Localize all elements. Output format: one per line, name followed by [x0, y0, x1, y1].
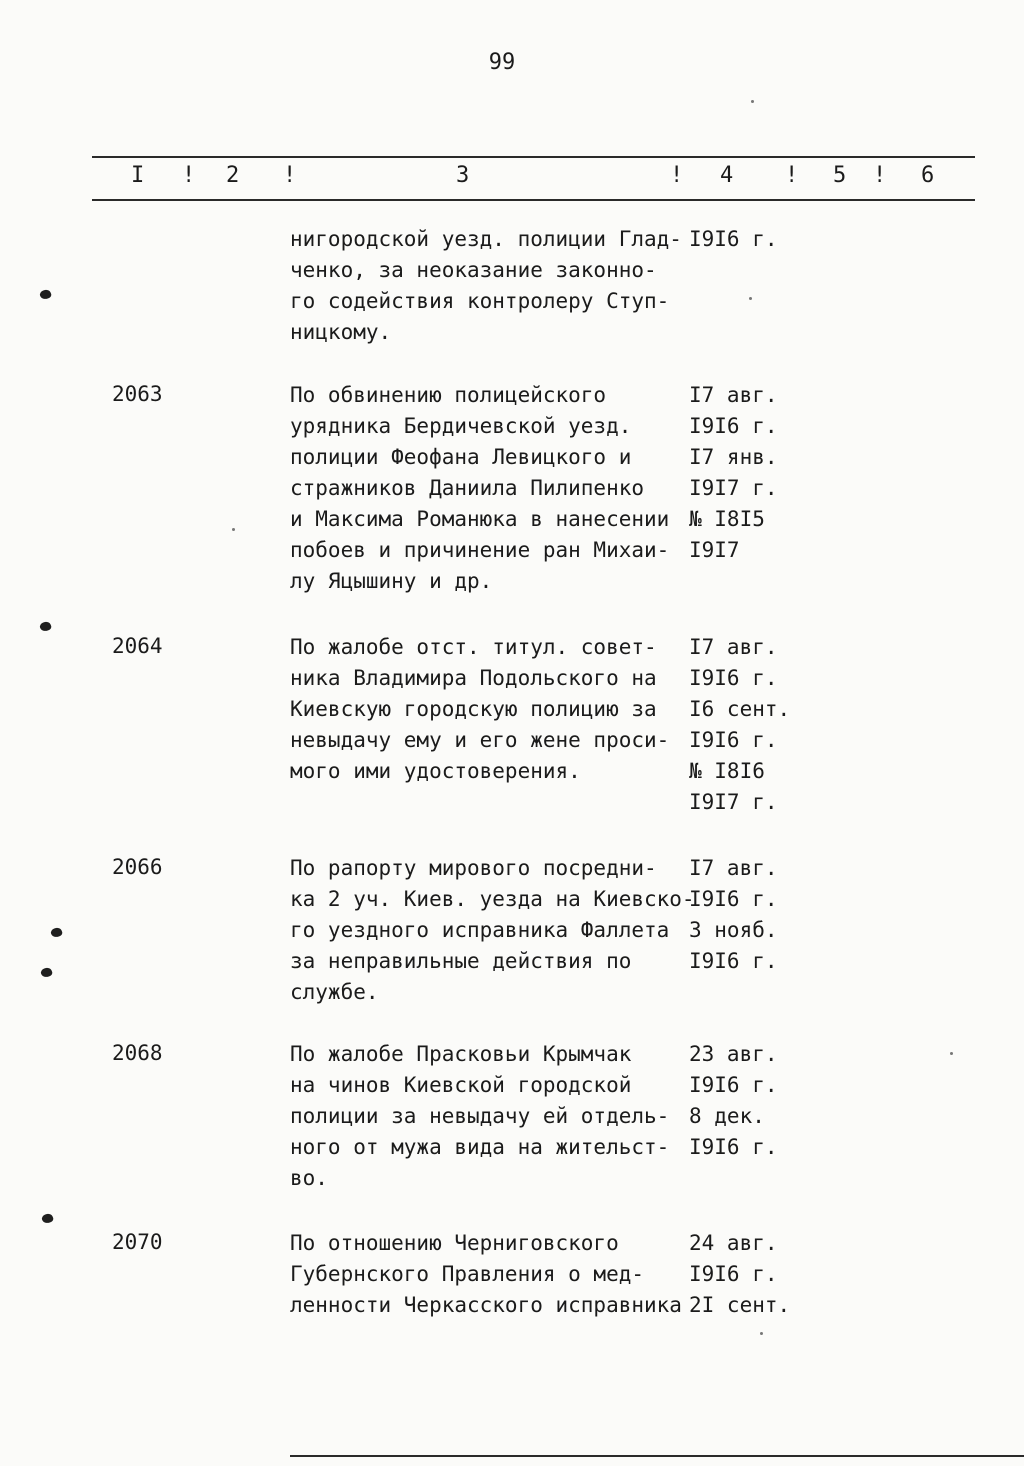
date-line: I9I6 г. [689, 414, 778, 438]
date-line: I9I6 г. [689, 887, 778, 911]
header-col-5: 5 [833, 163, 847, 188]
binding-hole-mark [50, 926, 63, 938]
date-line: 3 нояб. [689, 918, 778, 942]
description-line: Губернского Правления о мед- [290, 1262, 645, 1286]
description-line: и Максима Романюка в нанесении [290, 507, 670, 531]
header-bottom-rule [92, 199, 975, 201]
description-line: побоев и причинение ран Михаи- [290, 538, 670, 562]
description-line: ника Владимира Подольского на [290, 666, 657, 690]
page-number: 99 [488, 50, 516, 75]
description-line: полиции за невыдачу ей отдель- [290, 1104, 670, 1128]
bottom-rule [290, 1455, 1024, 1457]
scan-speck [232, 528, 235, 531]
entry-number: 2064 [112, 634, 163, 658]
entry-number: 2070 [112, 1230, 163, 1254]
description-line: го содействия контролеру Ступ- [290, 289, 670, 313]
description-line: ка 2 уч. Киев. уезда на Киевско- [290, 887, 695, 911]
description-line: Киевскую городскую полицию за [290, 697, 657, 721]
header-col-2: 2 [226, 163, 240, 188]
header-separator: ! [283, 163, 297, 188]
date-line: I9I6 г. [689, 666, 778, 690]
description-line: По обвинению полицейского [290, 383, 607, 407]
description-line: полиции Феофана Левицкого и [290, 445, 632, 469]
date-line: I9I6 г. [689, 227, 778, 251]
header-col-6: 6 [921, 163, 935, 188]
description-line: службе. [290, 980, 379, 1004]
date-line: 24 авг. [689, 1231, 778, 1255]
description-line: невыдачу ему и его жене проси- [290, 728, 670, 752]
header-col-3: 3 [456, 163, 470, 188]
binding-hole-mark [41, 1212, 54, 1224]
date-line: № I8I6 [689, 759, 765, 783]
description-line: урядника Бердичевской уезд. [290, 414, 632, 438]
date-line: I9I6 г. [689, 949, 778, 973]
description-line: ного от мужа вида на жительст- [290, 1135, 670, 1159]
scan-speck [751, 100, 754, 103]
description-line: По жалобе Прасковьи Крымчак [290, 1042, 632, 1066]
date-line: I6 сент. [689, 697, 791, 721]
scan-speck [950, 1052, 953, 1055]
header-separator: ! [873, 163, 887, 188]
date-line: I9I6 г. [689, 1262, 778, 1286]
date-line: I9I7 г. [689, 790, 778, 814]
header-col-4: 4 [720, 163, 734, 188]
description-line: По рапорту мирового посредни- [290, 856, 657, 880]
description-line: ленности Черкасского исправника [290, 1293, 682, 1317]
binding-hole-mark [39, 620, 52, 632]
description-line: стражников Даниила Пилипенко [290, 476, 645, 500]
date-line: I7 янв. [689, 445, 778, 469]
entry-number: 2063 [112, 382, 163, 406]
date-line: 8 дек. [689, 1104, 765, 1128]
date-line: I7 авг. [689, 383, 778, 407]
header-separator: ! [182, 163, 196, 188]
date-line: I9I6 г. [689, 728, 778, 752]
entry-number: 2066 [112, 855, 163, 879]
date-line: № I8I5 [689, 507, 765, 531]
description-line: во. [290, 1166, 328, 1190]
date-line: I9I6 г. [689, 1135, 778, 1159]
date-line: 2I сент. [689, 1293, 791, 1317]
scan-speck [760, 1332, 763, 1335]
description-line: на чинов Киевской городской [290, 1073, 632, 1097]
description-line: нигородской уезд. полиции Глад- [290, 227, 682, 251]
date-line: I9I6 г. [689, 1073, 778, 1097]
binding-hole-mark [40, 966, 53, 978]
description-line: за неправильные действия по [290, 949, 632, 973]
description-line: мого ими удостоверения. [290, 759, 581, 783]
date-line: 23 авг. [689, 1042, 778, 1066]
description-line: ницкому. [290, 320, 392, 344]
description-line: лу Яцышину и др. [290, 569, 493, 593]
date-line: I9I7 [689, 538, 740, 562]
description-line: По жалобе отст. титул. совет- [290, 635, 657, 659]
header-top-rule [92, 156, 975, 158]
description-line: ченко, за неоказание законно- [290, 258, 657, 282]
binding-hole-mark [39, 288, 52, 300]
description-line: По отношению Черниговского [290, 1231, 619, 1255]
description-line: го уездного исправника Фаллета [290, 918, 670, 942]
scan-speck [749, 297, 752, 300]
date-line: I7 авг. [689, 856, 778, 880]
header-col-1: I [131, 163, 145, 188]
date-line: I9I7 г. [689, 476, 778, 500]
date-line: I7 авг. [689, 635, 778, 659]
header-separator: ! [670, 163, 684, 188]
header-separator: ! [785, 163, 799, 188]
entry-number: 2068 [112, 1041, 163, 1065]
